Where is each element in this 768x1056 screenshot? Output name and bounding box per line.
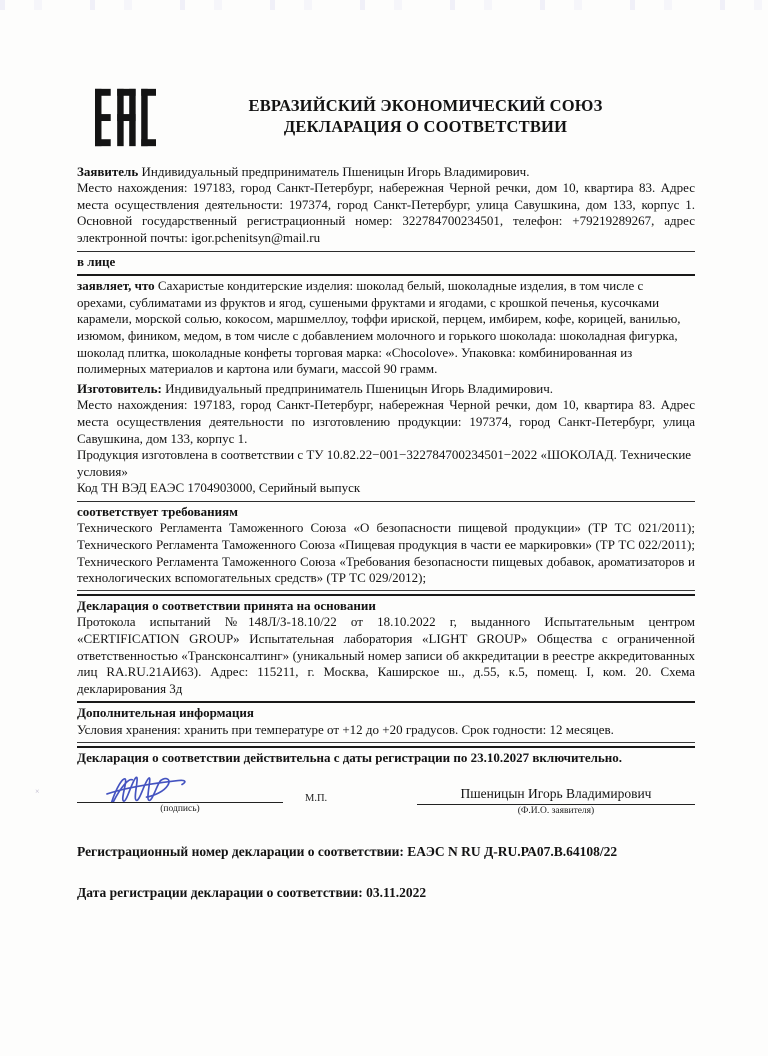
registration-number: ЕАЭС N RU Д-RU.РА07.В.64108/22	[407, 844, 618, 860]
in-person-label: в лице	[77, 253, 116, 269]
applicant-fullname: Пшеницын Игорь Владимирович	[460, 786, 652, 802]
title-union: ЕВРАЗИЙСКИЙ ЭКОНОМИЧЕСКИЙ СОЮЗ	[248, 96, 603, 115]
validity-text: Декларация о соответствии действительна с даты регистрации по 23.10.2027 включительно.	[77, 749, 623, 765]
registration-number-label: Регистрационный номер декларации о соответствии:	[77, 844, 404, 860]
registration-date: 03.11.2022	[366, 884, 427, 900]
eac-mark-icon	[95, 86, 156, 149]
registration-date-line	[77, 885, 695, 902]
manufacturer-tu: Продукция изготовлена в соответствии с ТУ 10.82.22−001−322784700234501−2022 «ШОКОЛАД. Технические условия»	[77, 447, 692, 479]
basis-label: Декларация о соответствии принята на основании	[77, 597, 376, 613]
basis-section	[77, 596, 695, 701]
basis-text: Протокола испытаний №148Л/З-18.10/22 от 18.10.2022 г, выданного Испытательным центром «CERTIFICATION GROUP» Испытательная лаборатория «LIGHT GROUP» Общества с ограниченной ответственностью «Трансконсалтинг» (уникальный номер записи об аккредитации в реестре аккредитованных лиц RA.RU.21АИ63). Адрес: 115211, г. Москва, Каширское ш., д.55, к.5, помещ. I, ком. 20. Схема декларирования 3д	[77, 614, 695, 696]
applicant-section	[77, 162, 695, 250]
signature-area	[77, 775, 283, 815]
document-title	[156, 86, 695, 137]
title-declaration: ДЕКЛАРАЦИЯ О СООТВЕТСТВИИ	[283, 117, 568, 136]
declares-paragraph	[77, 278, 695, 378]
manufacturer-tnved: Код ТН ВЭД ЕАЭС 1704903000, Серийный выпуск	[77, 480, 361, 496]
validity-section	[77, 748, 695, 770]
manufacturer-name-line	[77, 381, 695, 398]
fullname-caption: (Ф.И.О. заявителя)	[517, 805, 595, 816]
scan-speck: ×	[35, 787, 40, 796]
document-header	[77, 86, 695, 154]
conformity-label: соответствует требованиям	[77, 503, 238, 519]
additional-info-section	[77, 703, 695, 741]
conformity-text: Технического Регламента Таможенного Союза «О безопасности пищевой продукции» (ТР ТС 021/2011); Технического Регламента Таможенного Союза «Пищевая продукция в части ее маркировки» (ТР ТС 022/2011); Технического Регламента Таможенного Союза «Требования безопасности пищевых добавок, ароматизаторов и технологических вспомогательных средств» (ТР ТС 029/2012);	[77, 520, 695, 586]
registration-date-label: Дата регистрации декларации о соответствии:	[77, 884, 363, 900]
handwritten-signature-icon	[77, 775, 283, 805]
manufacturer-label: Изготовитель:	[77, 380, 162, 396]
eac-logo	[77, 86, 156, 154]
manufacturer-name: Индивидуальный предприниматель Пшеницын Игорь Владимирович.	[165, 380, 554, 396]
declares-text: Сахаристые кондитерские изделия: шоколад белый, шоколадные изделия, в том числе с орехами, сублиматами из фруктов и ягод, сушеными фруктами и ягодами, с крошкой печенья, кусочками карамели, морской солью, кокосом, маршмеллоу, тоффи ириской, перцем, имбирем, кофе, корицей, ванилью, изюмом, фиником, медом, в том числе с добавлением молочного и горького шоколада: шоколадная фигурка, шоколад плитка, шоколадные конфеты торговая марка: «Chocolove». Упаковка: комбинированная из полимерных материалов и картона или бумаги, массой 90 грамм.	[77, 278, 681, 377]
additional-text: Условия хранения: хранить при температуре от +12 до +20 градусов. Срок годности: 12 месяцев.	[77, 722, 614, 737]
applicant-name-line	[77, 164, 695, 181]
declares-section	[77, 276, 695, 381]
declares-label: заявляет, что	[77, 278, 155, 294]
registration-number-line	[77, 844, 695, 861]
document-content	[77, 86, 695, 901]
applicant-fullname-area	[417, 775, 695, 817]
manufacturer-details: Место нахождения: 197183, город Санкт-Петербург, набережная Черной речки, дом 10, квартира 83. Адрес места осуществления деятельности по изготовлению продукции: 197374, город Санкт-Петербург, улица Савушкина, дом 133, корпус 1.	[77, 397, 695, 446]
scan-artifact-strip	[0, 0, 768, 10]
signature-block	[77, 775, 695, 827]
manufacturer-section	[77, 381, 695, 500]
applicant-label: Заявитель	[77, 163, 139, 179]
signature-caption: (подпись)	[160, 804, 200, 815]
additional-label: Дополнительная информация	[77, 705, 254, 721]
in-person-row	[77, 252, 695, 274]
applicant-name: Индивидуальный предприниматель Пшеницын Игорь Владимирович.	[141, 163, 530, 179]
conformity-section	[77, 502, 695, 590]
applicant-details: Место нахождения: 197183, город Санкт-Петербург, набережная Черной речки, дом 10, квартира 83. Адрес места осуществления деятельности: 197374, город Санкт-Петербург, улица Савушкина, дом 133, корпус 1. Основной государственный регистрационный номер: 322784700234501, телефон: +79219289267, адрес электронной почты: igor.pchenitsyn@mail.ru	[77, 180, 695, 245]
stamp-placeholder: М.П.	[305, 793, 328, 805]
